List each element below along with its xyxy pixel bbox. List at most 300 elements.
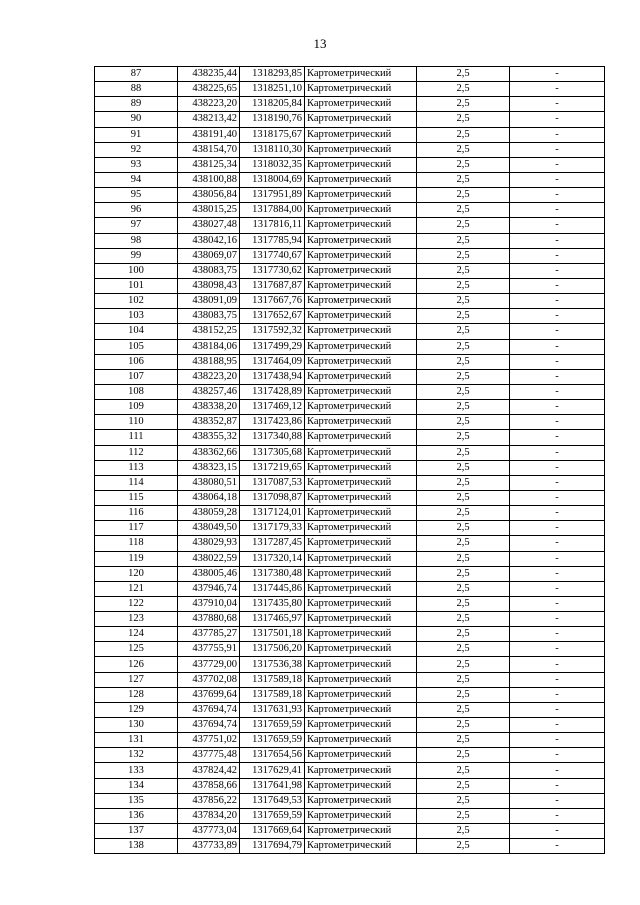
point-number-cell: 101 [95,278,178,293]
x-coordinate-cell: 438323,15 [178,460,240,475]
point-number-cell: 117 [95,521,178,536]
point-number-cell: 98 [95,233,178,248]
table-row [95,188,605,203]
point-number-cell: 135 [95,793,178,808]
table-row [95,702,605,717]
method-cell: Картометрический [305,278,417,293]
method-cell: Картометрический [305,793,417,808]
table-row [95,233,605,248]
note-cell: - [510,218,605,233]
note-cell: - [510,127,605,142]
y-coordinate-cell: 1317501,18 [240,627,305,642]
x-coordinate-cell: 437773,04 [178,824,240,839]
method-cell: Картометрический [305,142,417,157]
method-cell: Картометрический [305,536,417,551]
x-coordinate-cell: 437694,74 [178,702,240,717]
note-cell: - [510,793,605,808]
note-cell: - [510,233,605,248]
accuracy-cell: 2,5 [417,657,510,672]
method-cell: Картометрический [305,581,417,596]
table-row [95,294,605,309]
x-coordinate-cell: 437946,74 [178,581,240,596]
note-cell: - [510,415,605,430]
accuracy-cell: 2,5 [417,82,510,97]
point-number-cell: 123 [95,612,178,627]
method-cell: Картометрический [305,596,417,611]
point-number-cell: 106 [95,354,178,369]
point-number-cell: 137 [95,824,178,839]
table-row [95,218,605,233]
note-cell: - [510,339,605,354]
x-coordinate-cell: 437775,48 [178,748,240,763]
note-cell: - [510,551,605,566]
point-number-cell: 132 [95,748,178,763]
method-cell: Картометрический [305,839,417,854]
accuracy-cell: 2,5 [417,127,510,142]
note-cell: - [510,460,605,475]
table-row [95,460,605,475]
accuracy-cell: 2,5 [417,263,510,278]
method-cell: Картометрический [305,566,417,581]
x-coordinate-cell: 437824,42 [178,763,240,778]
accuracy-cell: 2,5 [417,248,510,263]
note-cell: - [510,657,605,672]
table-row [95,430,605,445]
accuracy-cell: 2,5 [417,369,510,384]
table-row [95,581,605,596]
accuracy-cell: 2,5 [417,218,510,233]
table-row [95,551,605,566]
x-coordinate-cell: 438355,32 [178,430,240,445]
accuracy-cell: 2,5 [417,824,510,839]
accuracy-cell: 2,5 [417,581,510,596]
note-cell: - [510,839,605,854]
coordinates-table-body [95,67,605,854]
accuracy-cell: 2,5 [417,430,510,445]
x-coordinate-cell: 438015,25 [178,203,240,218]
point-number-cell: 115 [95,490,178,505]
x-coordinate-cell: 438125,34 [178,157,240,172]
point-number-cell: 108 [95,384,178,399]
point-number-cell: 109 [95,400,178,415]
method-cell: Картометрический [305,248,417,263]
point-number-cell: 120 [95,566,178,581]
method-cell: Картометрический [305,430,417,445]
method-cell: Картометрический [305,551,417,566]
point-number-cell: 93 [95,157,178,172]
table-row [95,778,605,793]
y-coordinate-cell: 1317536,38 [240,657,305,672]
x-coordinate-cell: 438362,66 [178,445,240,460]
accuracy-cell: 2,5 [417,400,510,415]
accuracy-cell: 2,5 [417,324,510,339]
point-number-cell: 92 [95,142,178,157]
y-coordinate-cell: 1317305,68 [240,445,305,460]
y-coordinate-cell: 1317654,56 [240,748,305,763]
table-row [95,369,605,384]
note-cell: - [510,521,605,536]
page-number: 13 [313,36,327,51]
method-cell: Картометрический [305,400,417,415]
x-coordinate-cell: 438184,06 [178,339,240,354]
note-cell: - [510,687,605,702]
note-cell: - [510,203,605,218]
accuracy-cell: 2,5 [417,112,510,127]
point-number-cell: 118 [95,536,178,551]
accuracy-cell: 2,5 [417,339,510,354]
note-cell: - [510,778,605,793]
point-number-cell: 103 [95,309,178,324]
method-cell: Картометрический [305,748,417,763]
point-number-cell: 96 [95,203,178,218]
table-row [95,278,605,293]
note-cell: - [510,702,605,717]
method-cell: Картометрический [305,203,417,218]
point-number-cell: 88 [95,82,178,97]
x-coordinate-cell: 437755,91 [178,642,240,657]
y-coordinate-cell: 1317884,00 [240,203,305,218]
y-coordinate-cell: 1317469,12 [240,400,305,415]
y-coordinate-cell: 1317629,41 [240,763,305,778]
table-row [95,97,605,112]
table-row [95,506,605,521]
note-cell: - [510,248,605,263]
method-cell: Картометрический [305,733,417,748]
method-cell: Картометрический [305,263,417,278]
y-coordinate-cell: 1317730,62 [240,263,305,278]
table-row [95,627,605,642]
x-coordinate-cell: 437699,64 [178,687,240,702]
note-cell: - [510,172,605,187]
accuracy-cell: 2,5 [417,188,510,203]
accuracy-cell: 2,5 [417,808,510,823]
accuracy-cell: 2,5 [417,536,510,551]
y-coordinate-cell: 1317631,93 [240,702,305,717]
x-coordinate-cell: 437785,27 [178,627,240,642]
table-row [95,384,605,399]
point-number-cell: 127 [95,672,178,687]
y-coordinate-cell: 1317438,94 [240,369,305,384]
table-row [95,339,605,354]
y-coordinate-cell: 1317667,76 [240,294,305,309]
point-number-cell: 111 [95,430,178,445]
point-number-cell: 134 [95,778,178,793]
y-coordinate-cell: 1317669,64 [240,824,305,839]
x-coordinate-cell: 438069,07 [178,248,240,263]
y-coordinate-cell: 1318004,69 [240,172,305,187]
table-row [95,82,605,97]
note-cell: - [510,263,605,278]
y-coordinate-cell: 1317428,89 [240,384,305,399]
table-row [95,733,605,748]
accuracy-cell: 2,5 [417,596,510,611]
x-coordinate-cell: 438152,25 [178,324,240,339]
method-cell: Картометрический [305,415,417,430]
method-cell: Картометрический [305,627,417,642]
note-cell: - [510,596,605,611]
point-number-cell: 112 [95,445,178,460]
accuracy-cell: 2,5 [417,157,510,172]
method-cell: Картометрический [305,612,417,627]
point-number-cell: 113 [95,460,178,475]
accuracy-cell: 2,5 [417,203,510,218]
point-number-cell: 131 [95,733,178,748]
note-cell: - [510,642,605,657]
y-coordinate-cell: 1318190,76 [240,112,305,127]
note-cell: - [510,824,605,839]
table-row [95,536,605,551]
method-cell: Картометрический [305,309,417,324]
note-cell: - [510,188,605,203]
x-coordinate-cell: 437702,08 [178,672,240,687]
method-cell: Картометрический [305,808,417,823]
x-coordinate-cell: 438223,20 [178,369,240,384]
method-cell: Картометрический [305,172,417,187]
y-coordinate-cell: 1317287,45 [240,536,305,551]
x-coordinate-cell: 438338,20 [178,400,240,415]
y-coordinate-cell: 1317087,53 [240,475,305,490]
note-cell: - [510,112,605,127]
y-coordinate-cell: 1317465,97 [240,612,305,627]
y-coordinate-cell: 1317659,59 [240,718,305,733]
y-coordinate-cell: 1317380,48 [240,566,305,581]
table-row [95,718,605,733]
table-row [95,263,605,278]
y-coordinate-cell: 1317589,18 [240,687,305,702]
method-cell: Картометрический [305,824,417,839]
table-row [95,324,605,339]
y-coordinate-cell: 1317340,88 [240,430,305,445]
point-number-cell: 128 [95,687,178,702]
point-number-cell: 89 [95,97,178,112]
y-coordinate-cell: 1317506,20 [240,642,305,657]
table-row [95,687,605,702]
table-row [95,400,605,415]
note-cell: - [510,581,605,596]
accuracy-cell: 2,5 [417,733,510,748]
y-coordinate-cell: 1318293,85 [240,67,305,82]
table-row [95,824,605,839]
method-cell: Картометрический [305,460,417,475]
accuracy-cell: 2,5 [417,384,510,399]
method-cell: Картометрический [305,324,417,339]
point-number-cell: 114 [95,475,178,490]
y-coordinate-cell: 1318110,30 [240,142,305,157]
accuracy-cell: 2,5 [417,642,510,657]
accuracy-cell: 2,5 [417,172,510,187]
x-coordinate-cell: 438191,40 [178,127,240,142]
point-number-cell: 90 [95,112,178,127]
note-cell: - [510,808,605,823]
point-number-cell: 121 [95,581,178,596]
x-coordinate-cell: 438235,44 [178,67,240,82]
accuracy-cell: 2,5 [417,506,510,521]
method-cell: Картометрический [305,657,417,672]
note-cell: - [510,324,605,339]
y-coordinate-cell: 1317124,01 [240,506,305,521]
point-number-cell: 138 [95,839,178,854]
x-coordinate-cell: 438223,20 [178,97,240,112]
method-cell: Картометрический [305,82,417,97]
table-row [95,309,605,324]
accuracy-cell: 2,5 [417,778,510,793]
note-cell: - [510,612,605,627]
x-coordinate-cell: 438027,48 [178,218,240,233]
note-cell: - [510,400,605,415]
note-cell: - [510,354,605,369]
y-coordinate-cell: 1317179,33 [240,521,305,536]
x-coordinate-cell: 437910,04 [178,596,240,611]
x-coordinate-cell: 438098,43 [178,278,240,293]
point-number-cell: 99 [95,248,178,263]
accuracy-cell: 2,5 [417,415,510,430]
x-coordinate-cell: 438005,46 [178,566,240,581]
accuracy-cell: 2,5 [417,490,510,505]
y-coordinate-cell: 1318205,84 [240,97,305,112]
method-cell: Картометрический [305,354,417,369]
method-cell: Картометрический [305,778,417,793]
y-coordinate-cell: 1317785,94 [240,233,305,248]
y-coordinate-cell: 1317423,86 [240,415,305,430]
x-coordinate-cell: 438064,18 [178,490,240,505]
accuracy-cell: 2,5 [417,521,510,536]
accuracy-cell: 2,5 [417,278,510,293]
method-cell: Картометрический [305,490,417,505]
accuracy-cell: 2,5 [417,748,510,763]
y-coordinate-cell: 1317592,32 [240,324,305,339]
point-number-cell: 125 [95,642,178,657]
x-coordinate-cell: 438225,65 [178,82,240,97]
y-coordinate-cell: 1317320,14 [240,551,305,566]
x-coordinate-cell: 437694,74 [178,718,240,733]
method-cell: Картометрический [305,687,417,702]
table-row [95,839,605,854]
y-coordinate-cell: 1318251,10 [240,82,305,97]
y-coordinate-cell: 1317499,29 [240,339,305,354]
x-coordinate-cell: 438083,75 [178,263,240,278]
x-coordinate-cell: 438049,50 [178,521,240,536]
table-row [95,490,605,505]
table-row [95,748,605,763]
point-number-cell: 124 [95,627,178,642]
method-cell: Картометрический [305,475,417,490]
method-cell: Картометрический [305,339,417,354]
method-cell: Картометрический [305,157,417,172]
table-row [95,672,605,687]
x-coordinate-cell: 437834,20 [178,808,240,823]
accuracy-cell: 2,5 [417,354,510,369]
note-cell: - [510,294,605,309]
note-cell: - [510,672,605,687]
y-coordinate-cell: 1317098,87 [240,490,305,505]
x-coordinate-cell: 437858,66 [178,778,240,793]
method-cell: Картометрический [305,127,417,142]
table-row [95,248,605,263]
y-coordinate-cell: 1317951,89 [240,188,305,203]
x-coordinate-cell: 438188,95 [178,354,240,369]
x-coordinate-cell: 438042,16 [178,233,240,248]
y-coordinate-cell: 1317652,67 [240,309,305,324]
method-cell: Картометрический [305,218,417,233]
accuracy-cell: 2,5 [417,612,510,627]
point-number-cell: 126 [95,657,178,672]
table-row [95,657,605,672]
x-coordinate-cell: 438091,09 [178,294,240,309]
note-cell: - [510,430,605,445]
point-number-cell: 94 [95,172,178,187]
method-cell: Картометрический [305,67,417,82]
table-row [95,112,605,127]
method-cell: Картометрический [305,112,417,127]
x-coordinate-cell: 438080,51 [178,475,240,490]
method-cell: Картометрический [305,97,417,112]
accuracy-cell: 2,5 [417,687,510,702]
table-row [95,67,605,82]
note-cell: - [510,278,605,293]
table-row [95,142,605,157]
y-coordinate-cell: 1317219,65 [240,460,305,475]
table-row [95,596,605,611]
point-number-cell: 97 [95,218,178,233]
point-number-cell: 107 [95,369,178,384]
table-row [95,566,605,581]
point-number-cell: 119 [95,551,178,566]
point-number-cell: 110 [95,415,178,430]
accuracy-cell: 2,5 [417,294,510,309]
x-coordinate-cell: 438257,46 [178,384,240,399]
y-coordinate-cell: 1317445,86 [240,581,305,596]
x-coordinate-cell: 438059,28 [178,506,240,521]
y-coordinate-cell: 1317649,53 [240,793,305,808]
table-row [95,354,605,369]
note-cell: - [510,475,605,490]
table-row [95,415,605,430]
x-coordinate-cell: 437880,68 [178,612,240,627]
method-cell: Картометрический [305,294,417,309]
y-coordinate-cell: 1317687,87 [240,278,305,293]
table-row [95,763,605,778]
x-coordinate-cell: 438213,42 [178,112,240,127]
method-cell: Картометрический [305,702,417,717]
y-coordinate-cell: 1317435,80 [240,596,305,611]
x-coordinate-cell: 438100,88 [178,172,240,187]
point-number-cell: 136 [95,808,178,823]
method-cell: Картометрический [305,188,417,203]
accuracy-cell: 2,5 [417,97,510,112]
table-row [95,793,605,808]
note-cell: - [510,536,605,551]
note-cell: - [510,82,605,97]
y-coordinate-cell: 1317589,18 [240,672,305,687]
note-cell: - [510,157,605,172]
point-number-cell: 129 [95,702,178,717]
note-cell: - [510,506,605,521]
method-cell: Картометрический [305,445,417,460]
x-coordinate-cell: 438022,59 [178,551,240,566]
note-cell: - [510,369,605,384]
accuracy-cell: 2,5 [417,566,510,581]
note-cell: - [510,566,605,581]
coordinates-table [94,66,605,854]
table-row [95,172,605,187]
method-cell: Картометрический [305,369,417,384]
note-cell: - [510,309,605,324]
accuracy-cell: 2,5 [417,793,510,808]
accuracy-cell: 2,5 [417,445,510,460]
point-number-cell: 122 [95,596,178,611]
note-cell: - [510,733,605,748]
table-row [95,808,605,823]
